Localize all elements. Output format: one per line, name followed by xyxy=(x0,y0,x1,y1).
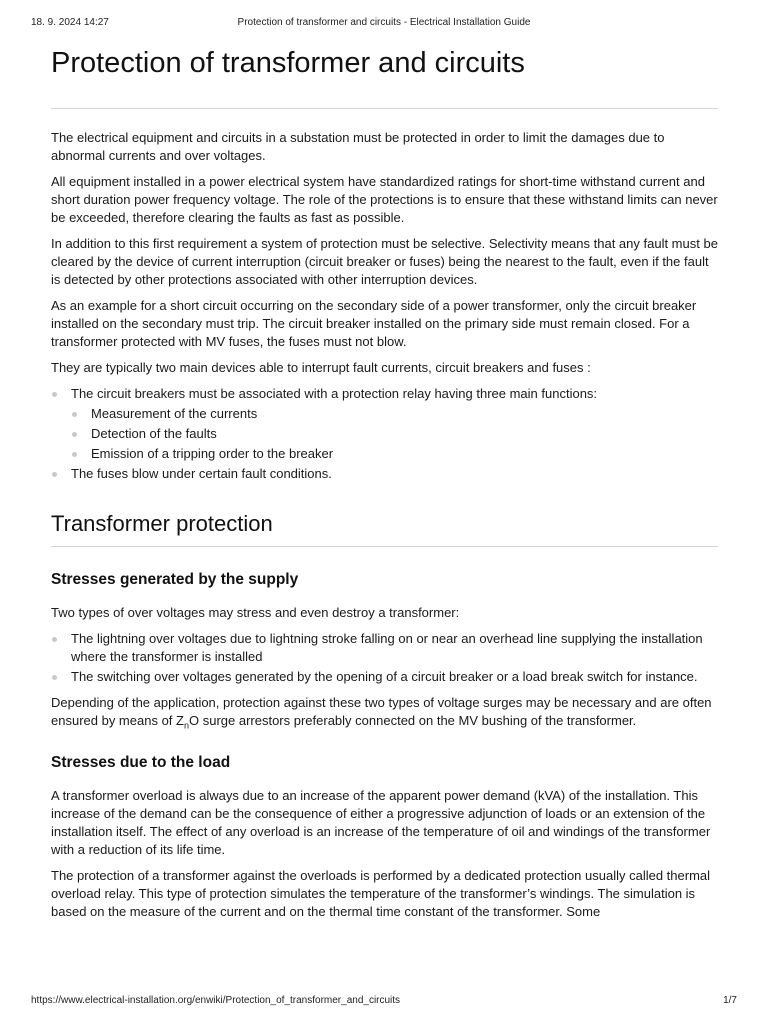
protection-devices-list xyxy=(51,385,718,483)
text-segment: Depending of the application, protection against these two types of voltage surges may be necessary and are often ensured by means of Z xyxy=(51,695,712,728)
subsection-heading-supply: Stresses generated by the supply xyxy=(51,571,299,588)
intro-paragraph-5: They are typically two main devices able to interrupt fault currents, circuit breakers and fuses : xyxy=(51,360,591,375)
load-paragraph-2: The protection of a transformer against the overloads is performed by a dedicated protection usually called thermal overload relay. This type of protection simulates the temperature of the transformer’s windings. The simulation is based on the measure of the current and on the thermal time constant of the transformer. Some xyxy=(51,868,711,919)
supply-paragraph-2 xyxy=(51,694,718,730)
list-item-tripping-order: Emission of a tripping order to the breaker xyxy=(71,445,718,463)
page-title: Protection of transformer and circuits xyxy=(51,44,718,109)
section-heading-transformer-protection: Transformer protection xyxy=(51,510,718,547)
print-url: https://www.electrical-installation.org/enwiki/Protection_of_transformer_and_circuits xyxy=(31,995,401,1006)
subscript: n xyxy=(183,720,189,731)
print-document-title: Protection of transformer and circuits - Electrical Installation Guide xyxy=(237,17,531,28)
list-item-switching: The switching over voltages generated by the opening of a circuit breaker or a load break switch for instance. xyxy=(51,668,718,686)
subsection-heading-load: Stresses due to the load xyxy=(51,754,231,771)
list-item-lightning: The lightning over voltages due to lightning stroke falling on or near an overhead line supplying the installation where the transformer is installed xyxy=(51,630,718,666)
list-item-detection: Detection of the faults xyxy=(71,425,718,443)
text-segment: O surge arrestors preferably connected on the MV bushing of the transformer. xyxy=(188,713,637,728)
article xyxy=(51,44,718,929)
supply-paragraph-1: Two types of over voltages may stress and even destroy a transformer: xyxy=(51,605,460,620)
print-footer xyxy=(31,995,737,1009)
print-header xyxy=(31,17,737,31)
relay-functions-list xyxy=(71,405,718,463)
over-voltages-list xyxy=(51,630,718,686)
intro-paragraph-4: As an example for a short circuit occurring on the secondary side of a power transformer, only the circuit breaker installed on the secondary must trip. The circuit breaker installed on the primary side must remain closed. For a transformer protected with MV fuses, the fuses must not blow. xyxy=(51,298,697,349)
intro-paragraph-1: The electrical equipment and circuits in a substation must be protected in order to limit the damages due to abnormal currents and over voltages. xyxy=(51,130,665,163)
list-item-fuses: The fuses blow under certain fault conditions. xyxy=(51,465,718,483)
load-paragraph-1: A transformer overload is always due to an increase of the apparent power demand (kVA) of the installation. This increase of the demand can be the consequence of either a progressive adjunction of loads or an extension of the installation itself. The effect of any overload is an increase of the temperature of oil and windings of the transformer with a reduction of its life time. xyxy=(51,788,711,857)
list-item-text: The circuit breakers must be associated with a protection relay having three main functions: xyxy=(71,386,598,401)
intro-paragraph-2: All equipment installed in a power electrical system have standardized ratings for short-time withstand current and short duration power frequency voltage. The role of the protections is to ensure that these withstand limits can never be exceeded, therefore clearing the faults as fast as possible. xyxy=(51,174,718,225)
page-number: 1/7 xyxy=(723,995,737,1006)
intro-paragraph-3: In addition to this first requirement a system of protection must be selective. Selectivity means that any fault must be cleared by the device of current interruption (circuit breaker or fuses) being the nearest to the fault, even if the fault is detected by other protections associated with other interruption devices. xyxy=(51,236,718,287)
list-item-circuit-breakers xyxy=(51,385,718,463)
print-date: 18. 9. 2024 14:27 xyxy=(31,17,109,28)
list-item-measurement: Measurement of the currents xyxy=(71,405,718,423)
